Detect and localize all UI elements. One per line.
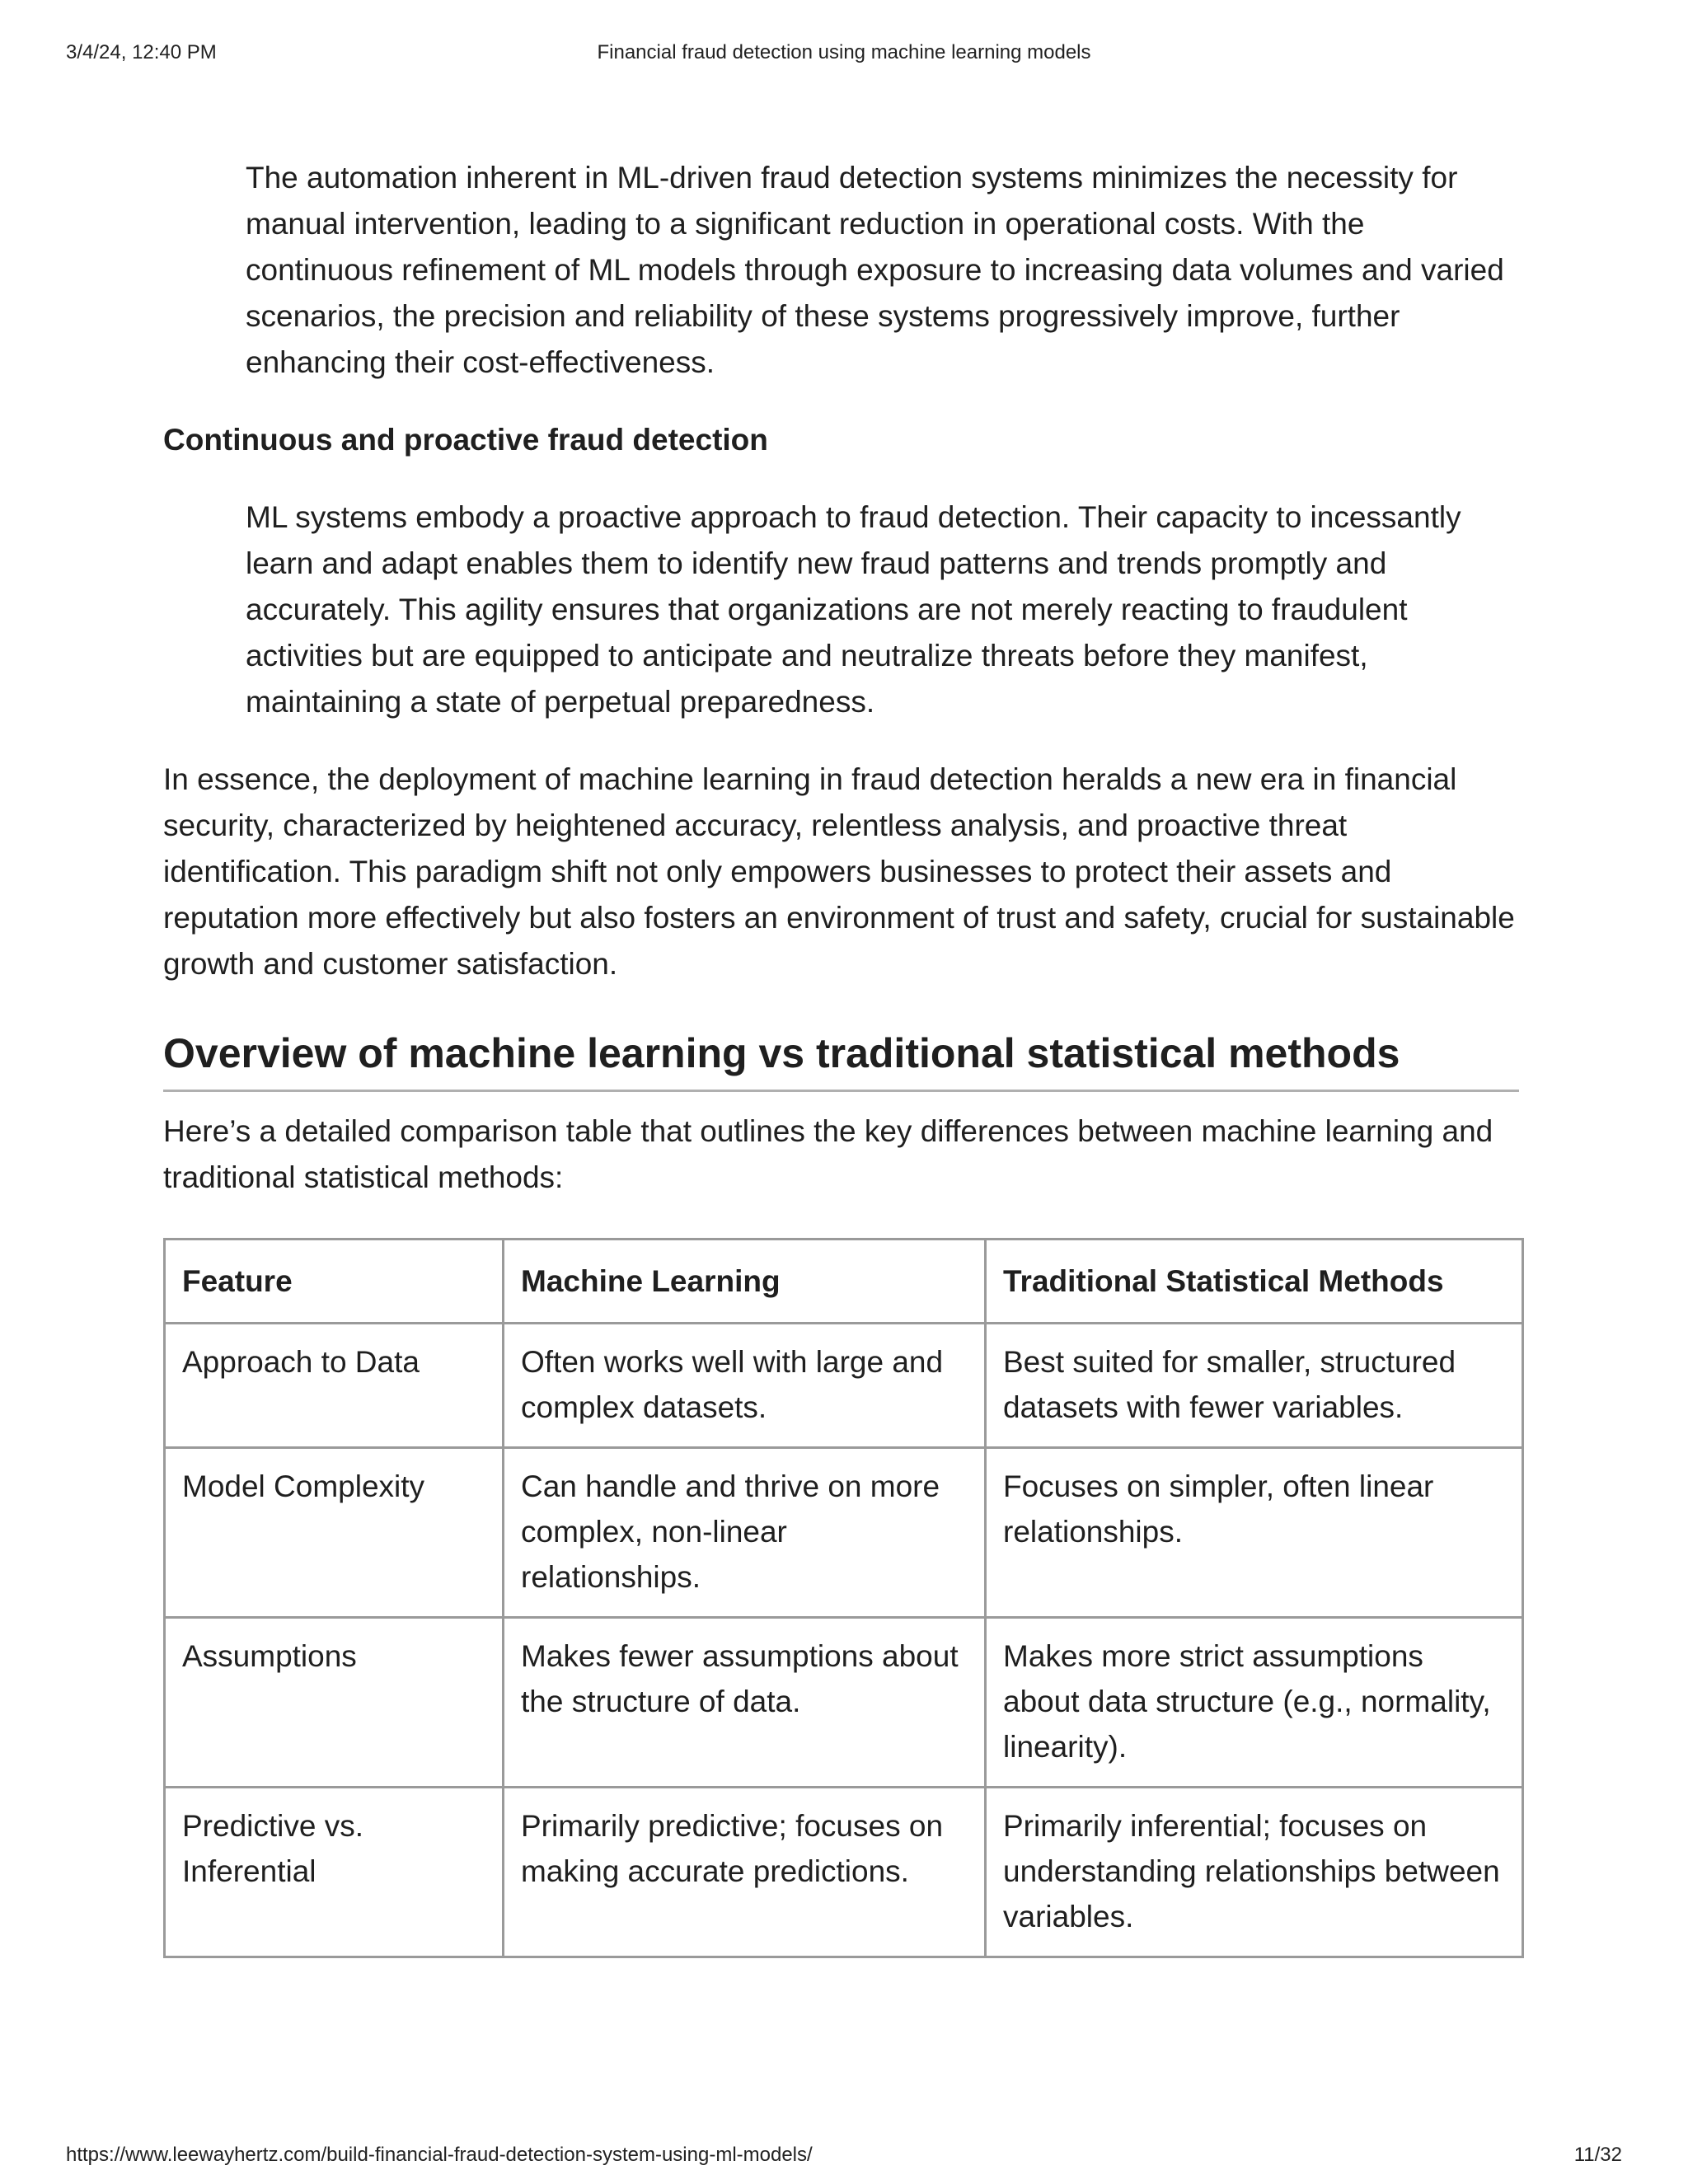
header-machine-learning: Machine Learning [504, 1240, 986, 1324]
table-header-row [165, 1240, 1523, 1324]
table-cell: Model Complexity [165, 1448, 504, 1618]
table-cell: Primarily predictive; focuses on making accurate predictions. [504, 1788, 986, 1957]
header-traditional-methods: Traditional Statistical Methods [986, 1240, 1523, 1324]
table-cell: Often works well with large and complex datasets. [504, 1324, 986, 1448]
article-content [163, 155, 1519, 1958]
print-datetime: 3/4/24, 12:40 PM [66, 41, 217, 63]
table-cell: Can handle and thrive on more complex, non-linear relationships. [504, 1448, 986, 1618]
print-page-title: Financial fraud detection using machine learning models [597, 41, 1091, 63]
cost-effectiveness-paragraph: The automation inherent in ML-driven fraud detection systems minimizes the necessity for manual intervention, leading to a significant reduction in operational costs. With the continuous refinement of ML models through exposure to increasing data volumes and varied scenarios, the precision and reliability of these systems progressively improve, further enhancing their cost-effectiveness. [246, 161, 1504, 379]
proactive-detection-paragraph: ML systems embody a proactive approach to fraud detection. Their capacity to incessantly learn and adapt enables them to identify new fraud patterns and trends promptly and accurately. This agility ensures that organizations are not merely reacting to fraudulent activities but are equipped to anticipate and neutralize threats before they manifest, maintaining a state of perpetual preparedness. [246, 500, 1461, 719]
page-number: 11/32 [1573, 2144, 1622, 2166]
table-row [165, 1618, 1523, 1788]
print-footer [66, 2144, 1622, 2168]
table-row [165, 1788, 1523, 1957]
header-feature: Feature [165, 1240, 504, 1324]
table-cell: Best suited for smaller, structured datasets with fewer variables. [986, 1324, 1523, 1448]
table-cell: Primarily inferential; focuses on understanding relationships between variables. [986, 1788, 1523, 1957]
page-url[interactable]: https://www.leewayhertz.com/build-financial-fraud-detection-system-using-ml-models/ [66, 2144, 813, 2166]
table-cell: Makes more strict assumptions about data structure (e.g., normality, linearity). [986, 1618, 1523, 1788]
section-intro-paragraph: Here’s a detailed comparison table that outlines the key differences between machine learning and traditional statistical methods: [163, 1114, 1493, 1194]
print-header [66, 41, 1622, 66]
subheading-proactive-detection: Continuous and proactive fraud detection [163, 423, 768, 457]
table-row [165, 1448, 1523, 1618]
essence-paragraph: In essence, the deployment of machine learning in fraud detection heralds a new era in financial security, characterized by heightened accuracy, relentless analysis, and proactive threat identification. This paradigm shift not only empowers businesses to protect their assets and reputation more effectively but also fosters an environment of trust and safety, crucial for sustainable growth and customer satisfaction. [163, 762, 1515, 981]
table-cell: Approach to Data [165, 1324, 504, 1448]
table-cell: Makes fewer assumptions about the structure of data. [504, 1618, 986, 1788]
table-row [165, 1324, 1523, 1448]
section-heading: Overview of machine learning vs traditional statistical methods [163, 1027, 1519, 1092]
table-cell: Assumptions [165, 1618, 504, 1788]
table-cell: Focuses on simpler, often linear relationships. [986, 1448, 1523, 1618]
table-cell: Predictive vs. Inferential [165, 1788, 504, 1957]
comparison-table [163, 1238, 1524, 1958]
